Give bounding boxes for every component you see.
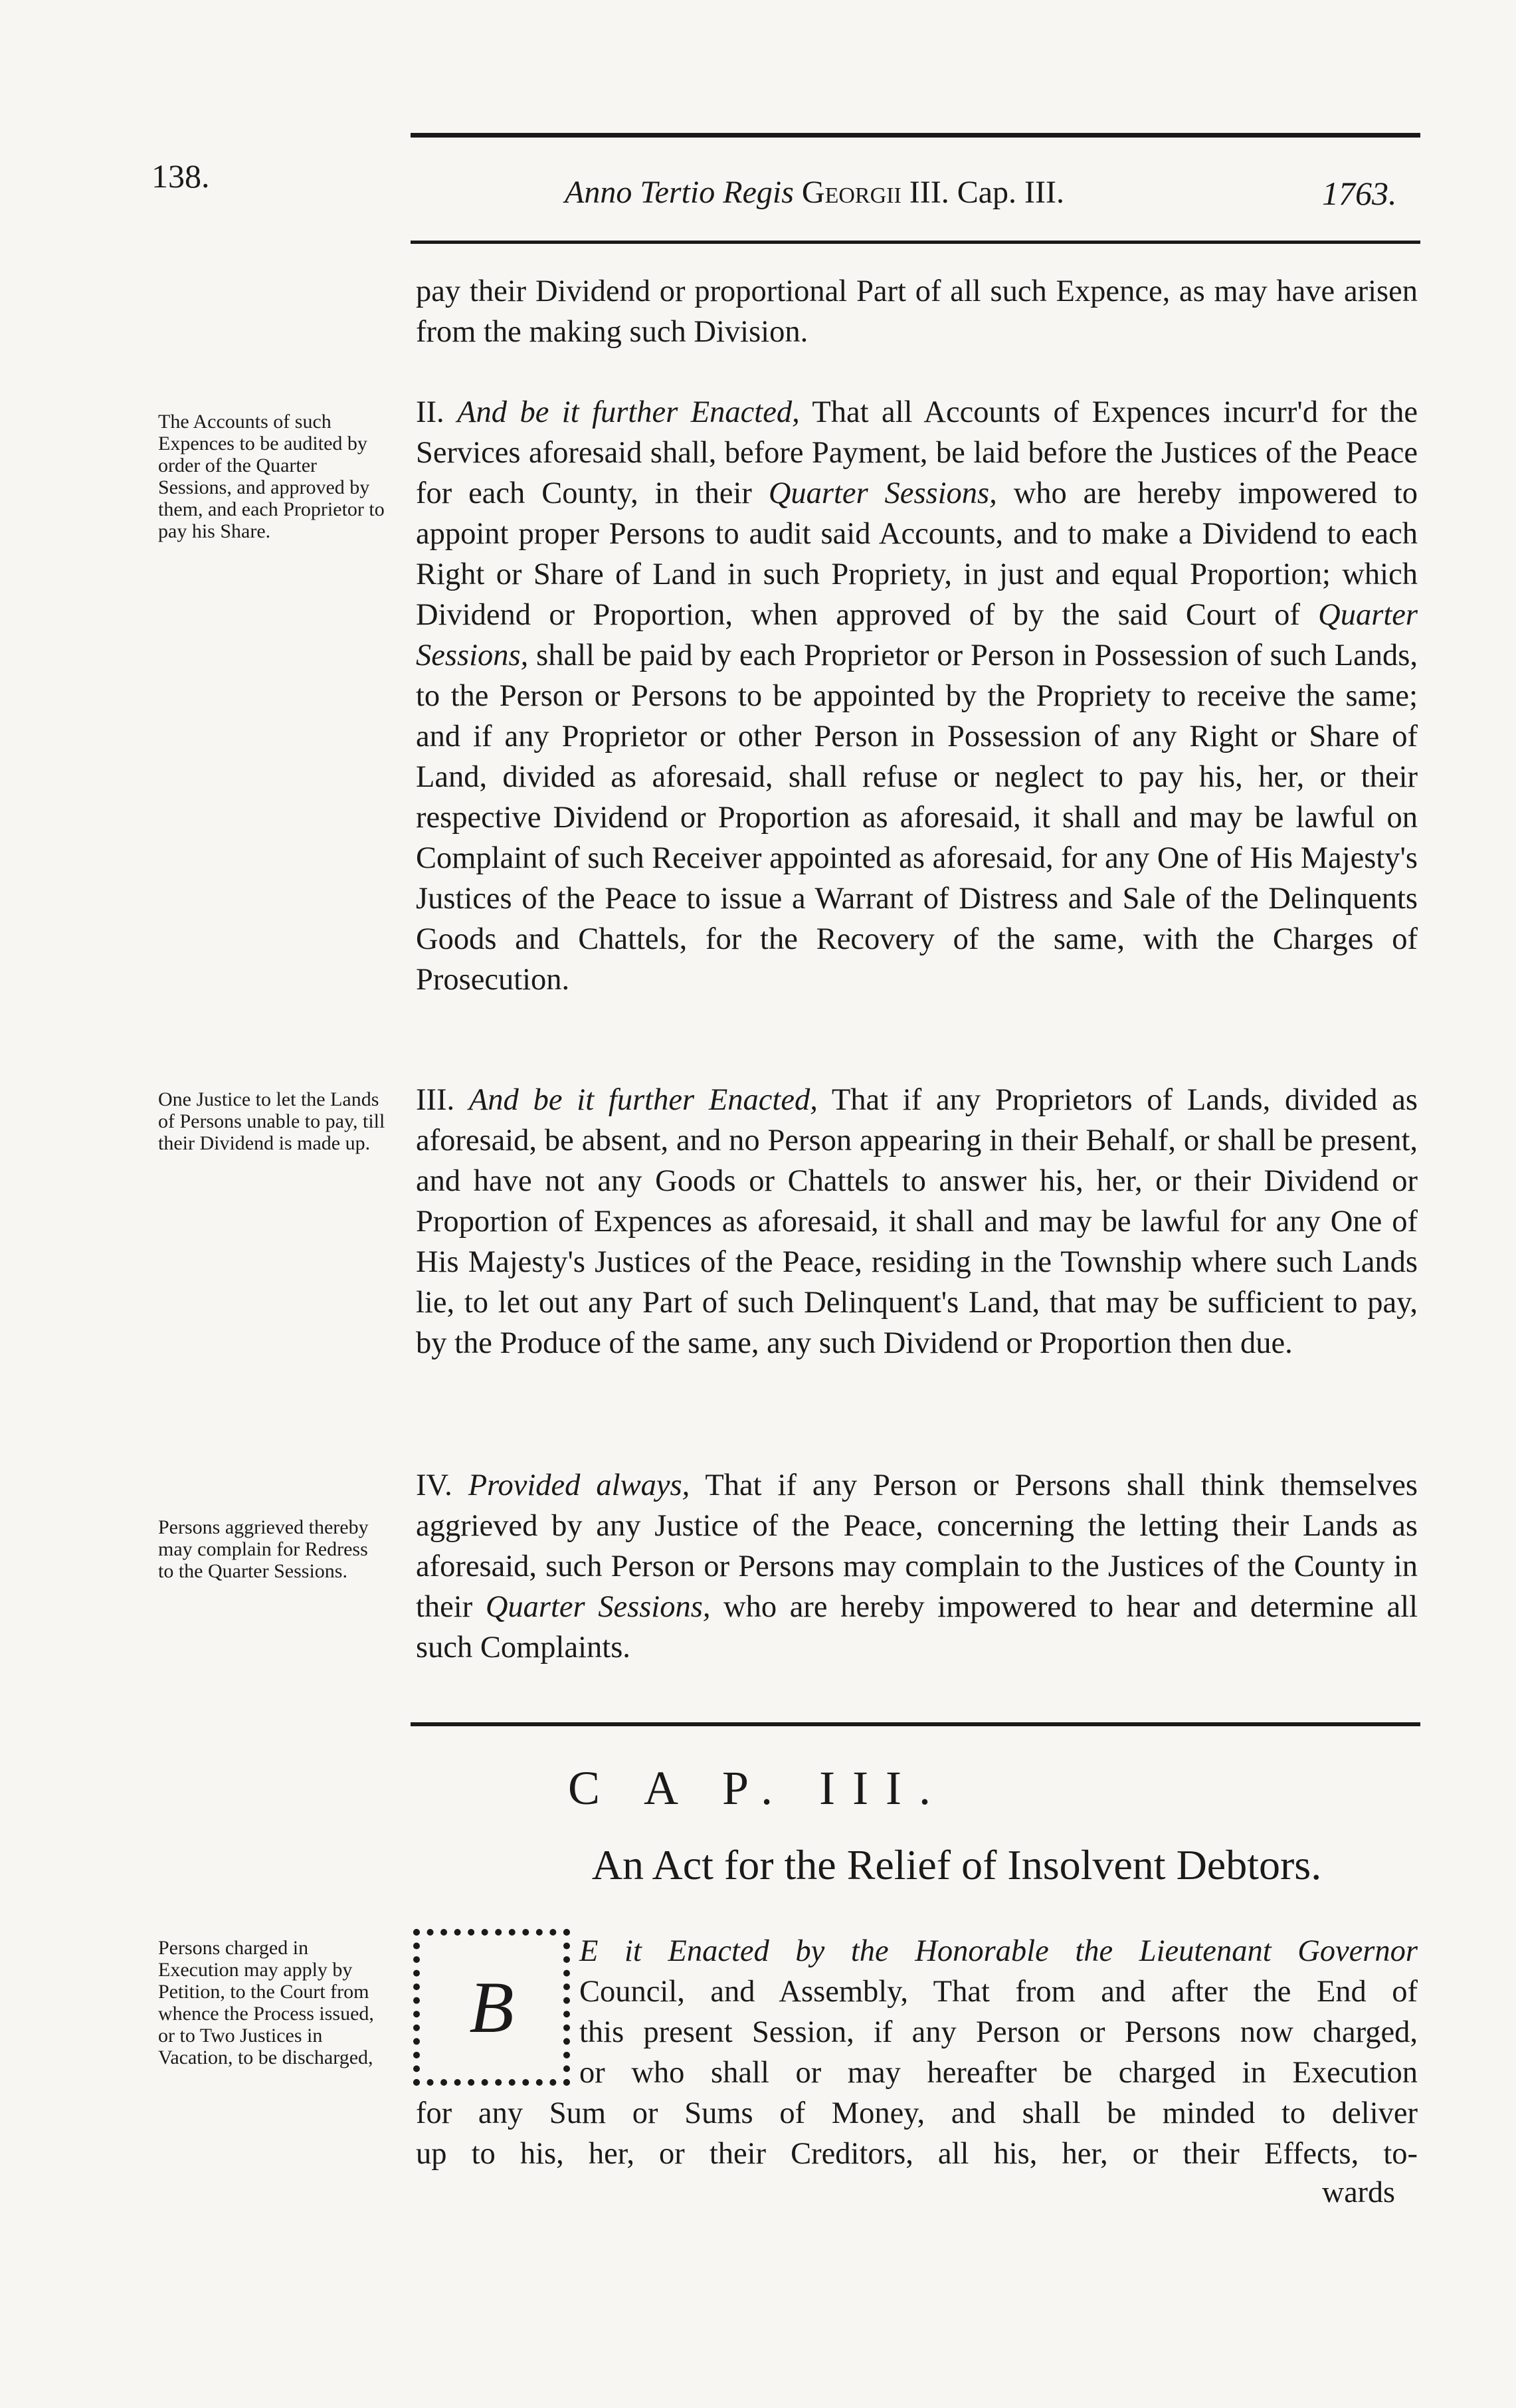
section-4-paragraph [416, 1465, 1418, 1668]
margin-note-aggrieved: Persons aggrieved thereby may complain for Redress to the Quarter Sessions. [158, 1516, 369, 1582]
section-2-text-a: That all Accounts of Expences incurr'd for the Services aforesaid shall, before Payment, be laid before the Justices of the Peace for each County, in their [416, 395, 1418, 510]
continuation-paragraph [416, 271, 1418, 352]
section-4-quarter-sessions: Quarter Sessions, [485, 1590, 711, 1624]
running-head [565, 174, 1064, 211]
section-3 [416, 1080, 1418, 1363]
chapter-line-3: this present Session, if any Person or Persons now charged, [579, 2015, 1418, 2049]
section-4-number: IV. [416, 1468, 452, 1502]
chapter-line-6: up to his, her, or their Creditors, all his, her, or their Effects, to- [416, 2137, 1418, 2171]
catchword: wards [1322, 2175, 1395, 2209]
section-4 [416, 1465, 1418, 1668]
drop-cap-letter: B [469, 1966, 514, 2048]
section-3-text: That if any Proprietors of Lands, divided as aforesaid, be absent, and no Person appearing in their Behalf, or shall be present, and have not any Goods or Chattels to answer his, her, or their Dividend or Proportion of Expences as aforesaid, it shall and may be lawful for any One of His Majesty's Justices of the Peace, residing in the Township where such Lands lie, to let out any Part of such Delinquent's Land, that may be sufficient to pay, by the Produce of the same, any such Dividend or Proportion then due. [416, 1083, 1418, 1360]
section-2-number: II. [416, 395, 444, 429]
section-2-text-b: who are hereby impowered to appoint proper Persons to audit said Accounts, and to make a Dividend to each Right or Share of Land in such Propriety, in just and equal Proportion; which Dividend or Proportion, when approved of by the said Court of [416, 476, 1418, 632]
margin-note-accounts: The Accounts of such Expences to be audited by order of the Quarter Sessions, and approved by them, and each Proprietor to pay his Share. [158, 411, 385, 542]
margin-note-execution: Persons charged in Execution may apply by Petition, to the Court from whence the Process issued, or to Two Justices in Vacation, to be discharged, [158, 1937, 374, 2068]
section-2-quarter-sessions-1: Quarter Sessions, [768, 476, 997, 510]
header-rule [411, 241, 1420, 244]
running-head-italic: Anno Tertio Regis [565, 175, 794, 210]
chapter-line-1: E it Enacted by the Honorable the Lieutenant Governor [579, 1934, 1418, 1968]
page-number: 138. [151, 157, 210, 195]
chapter-line-2: Council, and Assembly, That from and after the End of [579, 1975, 1418, 2009]
top-rule [411, 133, 1420, 138]
year: 1763. [1322, 175, 1397, 212]
section-2-enacting: And be it further Enacted, [457, 395, 800, 429]
section-4-proviso: Provided always, [468, 1468, 690, 1502]
section-2-quarter-sessions-2: Quarter Sessions, [416, 598, 1418, 672]
section-4-text-a: That if any Person or Persons shall think themselves aggrieved by any Justice of the Peace, concerning the letting their Lands as aforesaid, such Person or Persons may complain to the Justices of the County in their [416, 1468, 1418, 1624]
section-2 [416, 392, 1418, 1000]
section-4-text-b: who are hereby impowered to hear and determine all such Complaints. [416, 1590, 1418, 1664]
chapter-title: C A P. III. [567, 1761, 949, 1815]
chapter-opening-full [416, 2093, 1418, 2174]
continuation-text: pay their Dividend or proportional Part of all such Expence, as may have arisen from the making such Division. [416, 274, 1418, 349]
running-head-chapter: III. Cap. III. [909, 175, 1065, 210]
chapter-line-5: for any Sum or Sums of Money, and shall be minded to deliver [416, 2096, 1418, 2130]
running-head-smallcaps: Georgii [801, 175, 901, 210]
chapter-opening-indented [579, 1931, 1418, 2093]
ornamental-drop-cap [413, 1929, 570, 2086]
chapter-rule [411, 1722, 1420, 1726]
section-3-enacting: And be it further Enacted, [468, 1083, 818, 1117]
margin-note-justice-let-lands: One Justice to let the Lands of Persons unable to pay, till their Dividend is made up. [158, 1088, 385, 1154]
section-2-paragraph [416, 392, 1418, 1000]
chapter-subtitle: An Act for the Relief of Insolvent Debtors. [591, 1841, 1322, 1888]
section-3-number: III. [416, 1083, 455, 1117]
section-2-text-c: shall be paid by each Proprietor or Person in Possession of such Lands, to the Person or Persons to be appointed by the Propriety to receive the same; and if any Proprietor or other Person in Possession of any Right or Share of Land, divided as aforesaid, shall refuse or neglect to pay his, her, or their respective Dividend or Proportion as aforesaid, it shall and may be lawful on Complaint of such Receiver appointed as aforesaid, for any One of His Majesty's Justices of the Peace to issue a Warrant of Distress and Sale of the Delinquents Goods and Chattels, for the Recovery of the same, with the Charges of Prosecution. [416, 639, 1418, 997]
chapter-line-4: or who shall or may hereafter be charged in Execution [579, 2056, 1418, 2090]
section-3-paragraph [416, 1080, 1418, 1363]
